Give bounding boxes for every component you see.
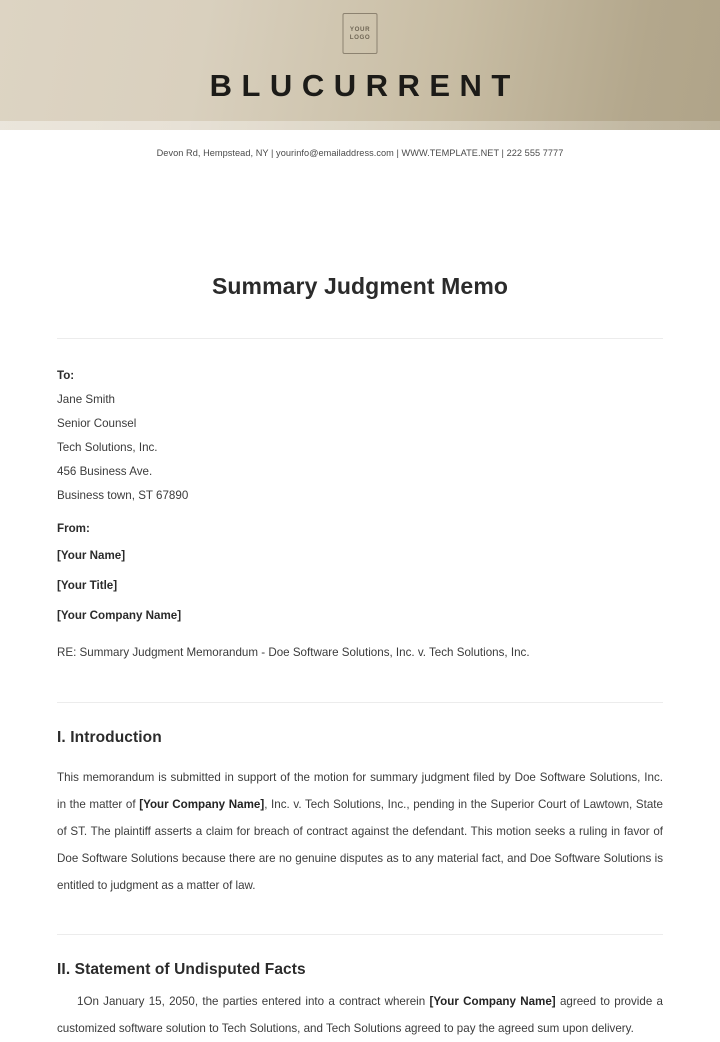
section-heading: I. Introduction — [57, 729, 162, 746]
section-paragraph — [57, 988, 663, 1042]
to-line: 456 Business Ave. — [57, 465, 153, 478]
to-line: Business town, ST 67890 — [57, 489, 189, 502]
section-introduction — [57, 703, 663, 899]
company-name-placeholder[interactable]: [Your Company Name] — [139, 798, 265, 811]
letterhead-banner — [0, 0, 720, 130]
contact-strip — [0, 130, 720, 176]
section-heading: II. Statement of Undisputed Facts — [57, 961, 306, 978]
from-title-placeholder[interactable]: [Your Title] — [57, 579, 118, 592]
section-statement-of-undisputed-facts — [57, 935, 663, 1042]
from-block — [57, 508, 663, 631]
company-name-placeholder[interactable]: [Your Company Name] — [429, 995, 556, 1008]
to-label: To: — [57, 369, 75, 382]
to-line: Tech Solutions, Inc. — [57, 441, 158, 454]
parties-block — [57, 339, 663, 665]
paragraph-text-part: agreed to provide a customized software solution to Tech Solutions, and Tech Solutions agreed to pay the agreed sum upon delivery. — [57, 995, 663, 1035]
logo-line-2: LOGO — [349, 33, 371, 41]
from-label: From: — [57, 522, 90, 535]
from-name-placeholder[interactable]: [Your Name] — [57, 549, 126, 562]
page-title: Summary Judgment Memo — [211, 273, 509, 299]
company-wordmark: BLUCURRENT — [209, 68, 520, 103]
logo-line-1: YOUR — [349, 26, 371, 34]
paragraph-text-part: This memorandum is submitted in support of the motion for summary judgment filed by Doe Software Solutions, Inc. in the matter of — [57, 771, 663, 811]
to-line: Jane Smith — [57, 393, 115, 406]
paragraph-text-part: , Inc. v. Tech Solutions, Inc., pending in the Superior Court of Lawtown, State of ST. The plaintiff asserts a claim for breach of contract against the defendant. This motion seeks a ruling in favor of Doe Software Solutions because there are no genuine disputes as to any material fact, and Doe Software Solutions is entitled to judgment as a matter of law. — [57, 798, 663, 892]
document-body — [0, 273, 720, 1042]
section-paragraph — [57, 764, 663, 899]
re-line: RE: Summary Judgment Memorandum - Doe Software Solutions, Inc. v. Tech Solutions, Inc. — [57, 646, 530, 659]
to-line: Senior Counsel — [57, 417, 137, 430]
from-company-placeholder[interactable]: [Your Company Name] — [57, 609, 182, 622]
paragraph-text-part: 1On January 15, 2050, the parties entered into a contract wherein — [77, 995, 430, 1008]
contact-line: Devon Rd, Hempstead, NY | yourinfo@emailaddress.com | WWW.TEMPLATE.NET | 222 555 7777 — [156, 148, 564, 158]
your-logo-placeholder-icon — [343, 13, 378, 54]
